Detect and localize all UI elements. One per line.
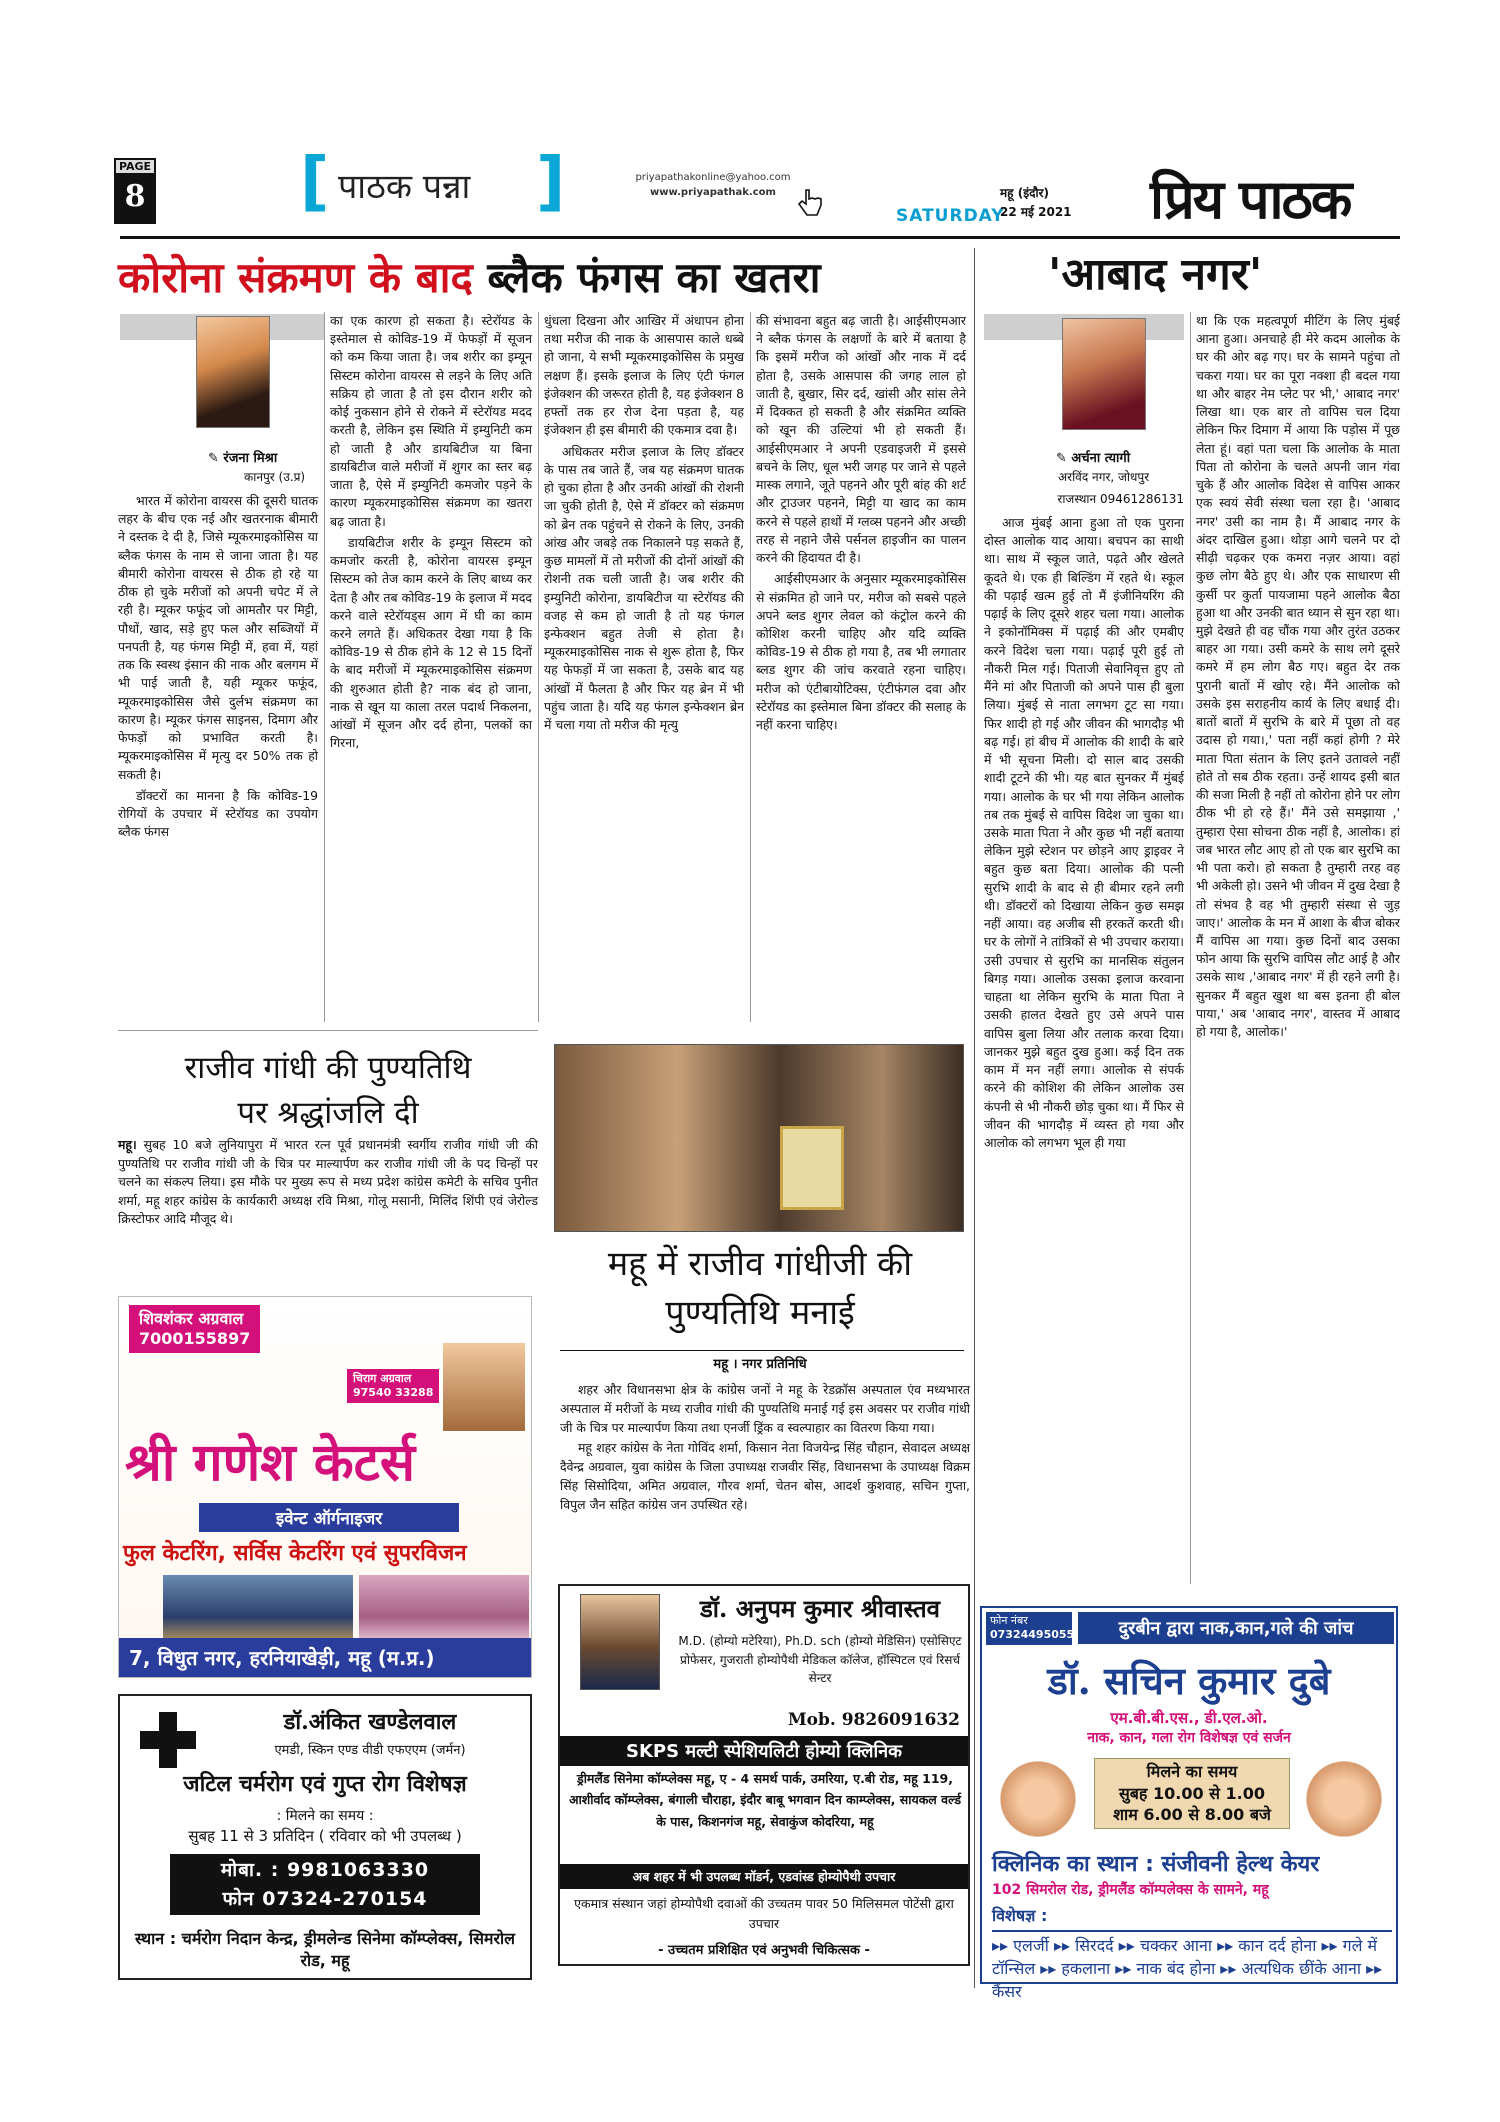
column-divider: [750, 312, 751, 1022]
article3-headline: [118, 1046, 538, 1136]
author-photo-archana: [1062, 318, 1146, 430]
derm-qualification: एमडी, स्किन एण्ड वीडी एफएएम (जर्मन): [274, 1743, 466, 1758]
homeo-clinic-name: SKPS मल्टी स्पेशियलिटी होम्यो क्लिनिक: [560, 1736, 968, 1766]
caterer-services: फुल केटरिंग, सर्विस केटरिंग एवं सुपरविजन: [123, 1541, 467, 1566]
homeo-doctor-name: डॉ. अनुपम कुमार श्रीवास्तव: [699, 1594, 941, 1623]
ent-phone-box: [986, 1612, 1075, 1645]
ent-timing-evening: शाम 6.00 से 8.00 बजे: [1113, 1805, 1271, 1825]
derm-specialty: जटिल चर्मरोग एवं गुप्त रोग विशेषज्ञ: [183, 1771, 467, 1797]
derm-mobile[interactable]: मोबा. : 9981063330: [220, 1859, 430, 1881]
ear-illustration-icon: [992, 1758, 1084, 1840]
article2-headline: 'आबाद नगर': [1048, 249, 1263, 300]
nose-illustration-icon: [1298, 1758, 1390, 1840]
page-label: PAGE: [116, 160, 154, 173]
homeopathy-advertisement[interactable]: [558, 1584, 970, 1966]
article4-byline: महू । नगर प्रतिनिधि: [713, 1357, 807, 1372]
section-title: [300, 145, 570, 219]
derm-phone[interactable]: फोन 07324-270154: [222, 1887, 428, 1910]
medical-cross-icon: [140, 1712, 196, 1768]
homeo-note-2: एकमात्र संस्थान जहां होम्योपैथी दवाओं की उच्चतम पावर 50 मिलिसमल पोटेंसी द्वारा उपचार: [574, 1896, 954, 1931]
article2-column-1: [984, 514, 1184, 1584]
ent-header: दुरबीन द्वारा नाक,कान,गले की जांच: [1078, 1612, 1394, 1644]
article3-text: सुबह 10 बजे लुनियापुरा में भारत रत्न पूर्व प्रधानमंत्री स्वर्गीय राजीव गांधी जी की पुण्यतिथि पर राजीव गांधी जी के चित्र पर माल्यार्पण कर राजीव गांधी जी के पद चिन्हों पर चलने का संकल्प लिया। इस मौके पर मुख्य रूप से मध्य प्रदेश कांग्रेस कमेटी के सचिव पुनीत शर्मा, महू शहर कांग्रेस के कार्यकारी अध्यक्ष रवि मिश्रा, गोलू मसानी, मिलिंद शिंपी एवं जेरोल्ड क्रिस्टोफर आदि मौजूद थे।: [118, 1137, 538, 1227]
section-title-text: पाठक पन्ना: [338, 167, 471, 207]
section-rule: [560, 1350, 964, 1351]
article1-col4-para: की संभावना बहुत बढ़ जाती है। आईसीएमआर ने ब्लैक फंगस के लक्षणों के बारे में बताया है कि इसमें मरीज को आंखों और नाक में दर्द होता है, उसके आसपास की जगह लाल हो जाती है, बुखार, सिर दर्द, खांसी और सांस लेने में दिक्कत हो सकती है और संक्रमित व्यक्ति को खून की उल्टियां भी हो सकती हैं। आईसीएमआर ने अपनी एडवाइजरी में इससे बचने के लिए, धूल भरी जगह पर जाने से पहले मास्क लगाने, जूते पहनने और पूरी बांह की शर्ट और ट्राउजर पहनने, मिट्टी या खाद का काम करने से पहले हाथों में ग्लव्स पहनने और अच्छी तरह से नहाने जैसे पर्सनल हाइजीन का पालन करने की हिदायत दी है।: [756, 313, 966, 566]
article2-author: [1056, 448, 1130, 466]
ent-clinic-place: क्लिनिक का स्थान : संजीवनी हेल्थ केयर: [992, 1852, 1320, 1877]
article2-author-phone: राजस्थान 09461286131: [1057, 492, 1184, 506]
page-number: 8: [124, 179, 146, 214]
catering-photo-2: [359, 1575, 529, 1645]
bracket-left-icon: [: [300, 145, 330, 219]
section-rule: [118, 1030, 538, 1031]
derm-address: स्थान : चर्मरोग निदान केन्द्र, ड्रीमलेन्ड सिनेमा कॉम्प्लेक्स, सिमरोल रोड, महू: [134, 1929, 516, 1970]
homeo-mobile[interactable]: Mob. 9826091632: [787, 1710, 960, 1730]
article1-col1-para: भारत में कोरोना वायरस की दूसरी घातक लहर के बीच एक नई और खतरनाक बीमारी ने दस्तक दे दी है, जिसे म्यूकरमाइकोसिस या ब्लैक फंगस के नाम से जाना जाता है। यह बीमारी कोरोना वायरस से ठीक हो रहे या ठीक हो चुके मरीजों को अपनी चपेट में ले रही है। म्यूकर फफूंद जो आमतौर पर मिट्टी, पौधों, खाद, सड़े हुए फल और सब्जियों में पनपती है, यह फंगस मिट्टी में, हवा में, यहां तक कि स्वस्थ इंसान की नाक और बलगम में भी पाई जाती है, यही म्यूकर फफूंद, म्यूकरमाइकोसिस जैसे दुर्लभ संक्रमण का कारण है। म्यूकर फंगस साइनस, दिमाग और फेफड़ों को प्रभावित करती है। म्यूकरमाइकोसिस में मृत्यु दर 50% तक हो सकती है।: [118, 493, 318, 782]
article1-column-3: [544, 312, 744, 1022]
article1-column-1: [118, 492, 318, 1022]
ent-special-label: विशेषज्ञ :: [992, 1906, 1048, 1925]
column-divider: [324, 312, 325, 1022]
derm-doctor-name: डॉ.अंकित खण्डेलवाल: [283, 1709, 457, 1735]
dermatologist-advertisement[interactable]: [118, 1694, 532, 1980]
article3-headline-line1: राजीव गांधी की पुण्यतिथि: [184, 1050, 472, 1086]
article1-author-location: कानपुर (उ.प्र): [244, 470, 306, 484]
ent-degree: एम.बी.बी.एस., डी.एल.ओ.: [1110, 1709, 1268, 1727]
article4-headline-line2: पुण्यतिथि मनाई: [665, 1293, 855, 1334]
homeo-qualification: M.D. (होम्यो मटेरिया), Ph.D. sch (होम्यो मेडिसिन) एसोसिएट प्रोफेसर, गुजराती होम्योपैथी मेडिकल कॉलेज, हॉस्पिटल एवं रिसर्च सेन्टर: [678, 1634, 962, 1686]
article4-para1: शहर और विधानसभा क्षेत्र के कांग्रेस जनों ने महू के रेडक्रॉस अस्पताल एंव मध्यभारत अस्पताल में मरीजों के मध्य राजीव गांधी की पुण्यतिथि मनाई गई इस अवसर पर राजीव गांधी जी के चित्र पर माल्यार्पण किया तथा एनर्जी ड्रिंक व स्वल्पाहार का वितरण किया गया।: [560, 1382, 970, 1436]
place: महू (इंदौर): [1000, 186, 1049, 200]
owner1-phone: 7000155897: [139, 1329, 251, 1348]
pen-icon: ✎: [208, 451, 224, 466]
article1-headline-black: ब्लैक फंगस का खतरा: [487, 253, 821, 302]
derm-phones: [170, 1854, 480, 1915]
article4-para2: महू शहर कांग्रेस के नेता गोविंद शर्मा, किसान नेता विजयेन्द्र सिंह चौहान, सेवादल अध्यक्ष दैवेन्द्र अग्रवाल, युवा कांग्रेस के जिला उपाध्यक्ष राजवीर सिंह, विधानसभा के उपाध्यक्ष विक्रम सिंह सिसोदिया, अमित अग्रवाल, गौरव शर्मा, चेतन बोस, आदर्श कुशवाह, सचिन गुप्ता, विपुल जैन सहित कांग्रेस जन उपस्थित रहे।: [560, 1439, 970, 1513]
ent-advertisement[interactable]: [980, 1606, 1398, 2002]
article1-author-name: रंजना मिश्रा: [223, 451, 278, 466]
pen-icon: ✎: [1056, 451, 1072, 466]
article3-headline-line2: पर श्रद्धांजलि दी: [237, 1094, 419, 1131]
hand-cursor-icon: [796, 188, 824, 218]
page-number-badge: [114, 158, 156, 224]
article1-col3-para2: अधिकतर मरीज इलाज के लिए डॉक्टर के पास तब जाते हैं, जब यह संक्रमण घातक हो चुका होता है और उनकी आंखों की रोशनी जा चुकी होती है, ऐसे में डॉक्टर को संक्रमण को ब्रेन तक पहुंचने से रोकने के लिए, उनकी आंख और जबड़े तक निकालने पड़ सकते हैं, कुछ मामलों में तो मरीजों की दोनों आंखों की रोशनी तक चली जाती है। जब शरीर की इम्युनिटी कोरोना, डायबिटीज या स्टेरॉयड की वजह से कम हो जाती है तो यह फंगल इन्फेक्शन बहुत तेजी से होता है। म्यूकरमाइकोसिस नाक से शुरू होता है, फिर यह फेफड़ों में जा सकता है, उसके बाद यह आंखों में फैलता है और फिर यह ब्रेन में भी पहुंच जाता है। यदि यह फंगल इन्फेक्शन ब्रेन में चला गया तो मरीज की मृत्यु: [544, 443, 744, 733]
tribute-event-photo: [554, 1044, 964, 1232]
article3-body: [118, 1136, 538, 1229]
column-divider: [1190, 312, 1191, 1584]
owner2-name: चिराग अग्रवाल: [353, 1372, 412, 1385]
article1-column-2: [330, 312, 532, 1022]
caterer-tagline: इवेन्ट ऑर्गनाइजर: [199, 1503, 459, 1532]
caterer-owner-2: [347, 1369, 439, 1403]
caterers-advertisement[interactable]: [118, 1296, 532, 1678]
homeo-note-3: - उच्चतम प्रशिक्षित एवं अनुभवी चिकित्सक -: [658, 1943, 870, 1958]
ent-specialty: नाक, कान, गला रोग विशेषज्ञ एवं सर्जन: [1087, 1730, 1291, 1746]
date: 22 मई 2021: [1000, 205, 1072, 220]
article1-author: [208, 448, 277, 466]
derm-timing-label: : मिलने का समय :: [276, 1808, 374, 1824]
place-date: [1000, 184, 1072, 222]
email-link[interactable]: priyapathakonline@yahoo.com: [635, 172, 791, 183]
author-photo-ranjana: [196, 316, 270, 428]
column-divider: [538, 312, 539, 1022]
article1-col1-para2: डॉक्टरों का मानना है कि कोविड-19 रोगियों के उपचार में स्टेरॉयड का उपयोग ब्लैक फंगस: [118, 787, 318, 840]
ent-timing-morning: सुबह 10.00 से 1.00: [1118, 1783, 1266, 1803]
article4-body: [560, 1380, 970, 1515]
article2-column-2: [1196, 312, 1400, 1584]
header-rule: [120, 236, 1400, 239]
homeo-doctor-photo: [580, 1594, 660, 1690]
article4-headline: [548, 1240, 972, 1339]
owner-photo: [441, 1341, 527, 1433]
homeo-note: अब शहर में भी उपलब्ध मॉडर्न, एडवांस्ड होम्योपैथी उपचार: [560, 1864, 968, 1889]
ent-services: ▸▸ एलर्जी ▸▸ सिरदर्द ▸▸ चक्कर आना ▸▸ कान दर्द होना ▸▸ गले में टॉन्सिल ▸▸ हकलाना ▸▸ नाक बंद होना ▸▸ अत्यधिक छींके आना ▸▸ कैंसर: [992, 1930, 1392, 2004]
caterer-address: 7, विधुत नगर, हरनियाखेड़ी, महू (म.प्र.): [119, 1638, 531, 1677]
article2-col2-para: था कि एक महत्वपूर्ण मीटिंग के लिए मुंबई आना हुआ। अनचाहे ही मेरे कदम आलोक के घर की ओर बढ़ गए। घर के सामने पहुंचा तो चकरा गया। घर का पूरा नक्शा ही बदल गया था और बाहर नेम प्लेट पर भी,' आबाद नगर' लिखा था। एक बार तो वापिस चल दिया लेकिन फिर दिमाग में आया कि पड़ोस में पूछ लेता हूं। वहां पता चला कि आलोक के माता पिता तो कोरोना के चलते अपनी जान गंवा चुके हैं और आलोक विदेश से वापिस आकर एक स्वयं सेवी संस्था चला रहा है। 'आबाद नगर' उसी का नाम है। मैं आबाद नगर के अंदर दाखिल हुआ। थोड़ा आगे चलने पर दो सीढ़ी चढ़कर एक कमरा नज़र आया। वहां कुछ लोग बैठे हुए थे। और एक साधारण सी कुर्सी पर कुर्ता पायजामा पहने आलोक बैठा हुआ था और उनकी बात ध्यान से सुन रहा था। मुझे देखते ही वह चौंक गया और तुरंत उठकर बाहर आ गया। उसी कमरे के साथ लगे दूसरे कमरे में हम लोग बैठ गए। बहुत देर तक पुरानी बातों में खोए रहे। मैंने आलोक को उसके इस सराहनीय कार्य के लिए बधाई दी। बातों बातों में सुरभि के बारे में पूछा तो वह उदास हो गया।,' पता नहीं कहां होगी ? मेरे माता पिता संतान के लिए इतने उतावले नहीं होते तो सब ठीक रहता। उन्हें शायद इसी बात की सजा मिली है नहीं तो कोरोना होने पर लोग ठीक भी हो रहे हैं।' मैंने उसे समझाया ,' तुम्हारा ऐसा सोचना ठीक नहीं है, आलोक। हां जब भारत लौट आए हो तो एक बार सुरभि का भी पता करो। हो सकता है तुम्हारी तरह वह भी अकेली हो। उसने भी जीवन में दुख देखा है तो संभव है वह भी तुम्हारी संस्था से जुड़ जाए।' आलोक के मन में आशा के बीज बोकर मैं वापिस आ गया। कुछ दिनों बाद उसका फोन आया कि सुरभि वापिस लौट आई है और उसके साथ ,'आबाद नगर' में ही रहने लगी है। सुनकर मैं बहुत खुश था बस इतना ही बोल पाया,' अब 'आबाद नगर', वास्तव में आबाद हो गया है, आलोक।': [1196, 313, 1400, 1040]
day-label: SATURDAY: [896, 206, 1005, 226]
article4-headline-line1: महू में राजीव गांधीजी की: [607, 1244, 913, 1284]
article1-headline-red: कोरोना संक्रमण के बाद: [118, 253, 473, 302]
article1-col4-para2: आईसीएमआर के अनुसार म्यूकरमाइकोसिस से संक्रमित हो जाने पर, मरीज को सबसे पहले अपने ब्लड शुगर लेवल को कंट्रोल करने की कोशिश करनी चाहिए और यदि व्यक्ति कोविड-19 से ठीक हो गया है, तब भी लगातार ब्लड शुगर की जांच करवाते रहना चाहिए। मरीज को एंटीबायोटिक्स, एंटीफंगल दवा और स्टेरॉयड का इस्तेमाल बिना डॉक्टर की सलाह के नहीं करना चाहिए।: [756, 571, 966, 733]
derm-timing: सुबह 11 से 3 प्रतिदिन ( रविवार को भी उपलब्ध ): [188, 1827, 462, 1845]
catering-photo-1: [163, 1575, 353, 1645]
rajiv-gandhi-portrait: [780, 1126, 844, 1210]
contact-info: [628, 170, 798, 200]
article1-column-4: [756, 312, 966, 1022]
ent-phone-label: फोन नंबर: [990, 1614, 1028, 1627]
article3-dateline: महू।: [118, 1137, 137, 1152]
ent-timing: [1094, 1758, 1290, 1829]
article1-col2-para2: डायबिटीज शरीर के इम्यून सिस्टम को कमजोर करती है, कोरोना वायरस इम्यून सिस्टम को तेज काम करने के लिए बाध्य कर देता है और तब कोविड-19 के इलाज में मदद करने वाले स्टेरॉयड्स आग में घी का काम करने लगते हैं। अधिकतर देखा गया है कि कोविड-19 से ठीक होने के 12 से 15 दिनों के बाद मरीजों में म्यूकरमाइकोसिस संक्रमण की शुरुआत होती है? नाक बंद हो जाना, नाक से खून या काला तरल पदार्थ निकलना, आंखों में सूजन और दर्द होना, पलकों का गिरना,: [330, 534, 532, 751]
newspaper-logo: प्रिय पाठक: [1150, 167, 1351, 231]
owner2-phone: 97540 33288: [353, 1385, 434, 1399]
website-link[interactable]: www.priyapathak.com: [650, 187, 776, 198]
article1-headline: [118, 248, 821, 305]
caterer-owner-1: [129, 1305, 260, 1353]
article2-author-address: अरविंद नगर, जोधपुर: [1058, 470, 1150, 484]
article2-author-name: अर्चना त्यागी: [1071, 451, 1131, 466]
owner1-name: शिवशंकर अग्रवाल: [139, 1309, 244, 1328]
ent-address: 102 सिमरोल रोड, ड्रीमलैंड कॉम्पलेक्स के सामने, महू: [992, 1882, 1269, 1898]
caterer-name: श्री गणेश केटर्स: [125, 1432, 416, 1493]
article2-col1-para: आज मुंबई आना हुआ तो एक पुराना दोस्त आलोक याद आया। बचपन का साथी था। साथ में स्कूल जाते, पढ़ते और खेलते कूदते थे। एक ही बिल्डिंग में रहते थे। स्कूल की पढ़ाई खत्म हुई तो मैं इंजीनियरिंग की पढ़ाई के लिए दूसरे शहर चला गया। आलोक ने इकोनॉमिक्स में पढ़ाई की और एमबीए करने विदेश चला गया। पढ़ाई पूरी हुई तो नौकरी मिल गई। पिताजी सेवानिवृत्त हुए तो मैंने मां और पिताजी को अपने पास ही बुला लिया। मुंबई से नाता लगभग टूट सा गया। फिर शादी हो गई और जीवन की भागदौड़ भी बढ़ गई। हां बीच में आलोक की शादी के बारे में भी सूचना मिली। दो साल बाद उसकी शादी टूटने की भी। यह बात सुनकर मैं मुंबई गया। आलोक के घर भी गया लेकिन आलोक तब तक मुंबई से वापिस विदेश जा चुका था। उसके माता पिता ने और कुछ भी नहीं बताया लेकिन मुझे स्टेशन पर छोड़ने आए ड्राइवर ने बहुत कुछ बता दिया। आलोक की पत्नी सुरभि शादी के बाद से ही बीमार रहने लगी थी। डॉक्टरों को दिखाया लेकिन कुछ समझ नहीं आया। वह अजीब सी हरकतें करती थी। घर के लोगों ने तांत्रिकों से भी उपचार कराया। उसी उपचार से सुरभि का मानसिक संतुलन बिगड़ गया। आलोक उसका इलाज करवाना चाहता था लेकिन सुरभि के माता पिता ने उसकी हालत देखते हुए उसे अपने पास वापिस बुला लिया और तलाक करवा दिया। जानकर मुझे बहुत दुख हुआ। कई दिन तक काम में मन नहीं लगा। आलोक से संपर्क करने की कोशिश की लेकिन आलोक उस कंपनी से भी नौकरी छोड़ चुका था। मैं फिर से जीवन की भागदौड़ में व्यस्त हो गया और आलोक को लगभग भूल ही गया: [984, 515, 1184, 1150]
article1-col2-para: का एक कारण हो सकता है। स्टेरॉयड के इस्तेमाल से कोविड-19 में फेफड़ों में सूजन को कम किया जाता है। जब शरीर का इम्यून सिस्टम कोरोना वायरस से लड़ने के लिए अति सक्रिय हो जाता है तो इस दौरान शरीर को कोई नुकसान होने से रोकने में स्टेरॉयड मदद करती है, लेकिन इस स्थिति में इम्युनिटी कम हो जाती है और डायबिटीज या बिना डायबिटीज वाले मरीजों में शुगर का स्तर बढ़ जाता है, ऐसे में इम्युनिटी कमजोर पड़ने के कारण म्यूकरमाइकोसिस संक्रमण का खतरा बढ़ जाता है।: [330, 313, 532, 529]
homeo-address: ड्रीमलैंड सिनेमा कॉम्प्लेक्स महू, ए - 4 समर्थ पार्क, उमरिया, ए.बी रोड, महू 119, आशीर्वाद कॉम्प्लेक्स, बंगाली चौराहा, इंदौर बाबू भगवान दिन काम्प्लेक्स, सायकल वर्ल्ड के पास, किशनगंज महू, सेवाकुंज कोदरिया, महू: [568, 1771, 962, 1829]
bracket-right-icon: ]: [536, 145, 566, 219]
ent-timing-label: मिलने का समय: [1146, 1762, 1238, 1781]
ent-doctor-name: डॉ. सचिन कुमार दुबे: [1047, 1658, 1331, 1703]
ent-phone[interactable]: 07324495055: [990, 1628, 1075, 1642]
page-divider: [974, 248, 975, 1988]
article1-col3-para: धुंधला दिखना और आखिर में अंधापन होना तथा मरीज की नाक के आसपास काले धब्बे हो जाना, ये सभी म्यूकरमाइकोसिस के प्रमुख लक्षण हैं। इसके इलाज के लिए एंटी फंगल इंजेक्शन की जरूरत होती है, यह इंजेक्शन 8 हफ्तों तक हर रोज देना पड़ता है, यह इंजेक्शन ही इस बीमारी की एकमात्र दवा है।: [544, 313, 744, 438]
